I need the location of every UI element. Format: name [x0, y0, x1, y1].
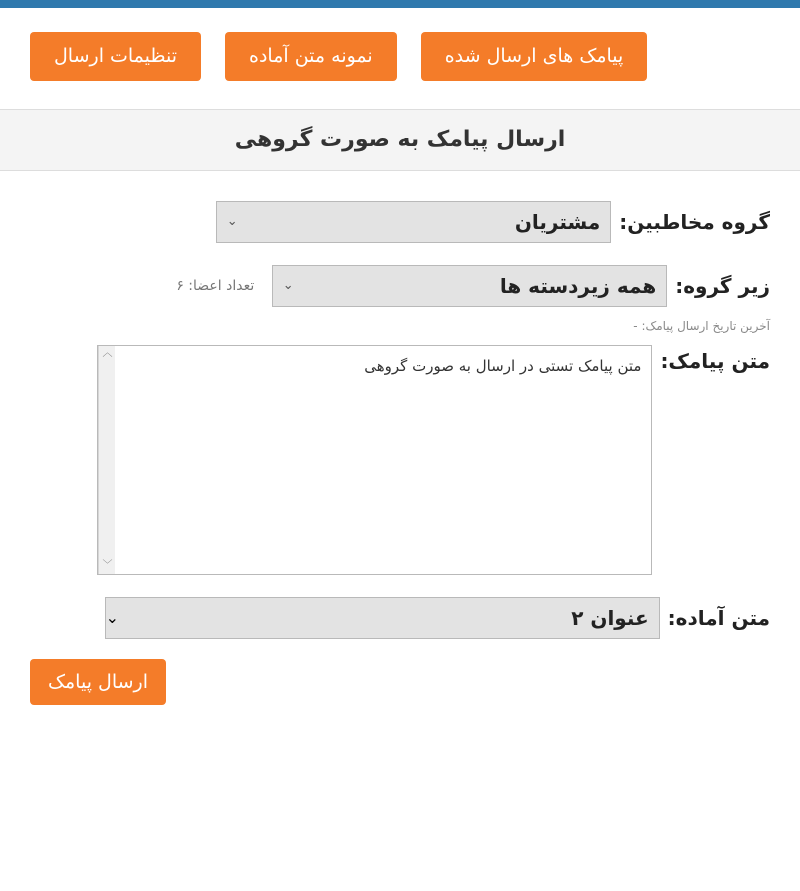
last-send-date: آخرین تاریخ ارسال پیامک: - [633, 318, 770, 333]
section-header [0, 109, 800, 171]
message-label: متن پیامک: [660, 348, 770, 373]
ready-text-value: عنوان ۲ [571, 605, 649, 630]
tab-bar [0, 8, 800, 81]
message-textarea[interactable] [98, 346, 651, 574]
submit-row [30, 659, 770, 705]
message-scrollbar[interactable] [98, 346, 115, 574]
ready-text-label: متن آماده: [667, 605, 770, 630]
tab-ready-text-samples[interactable]: نمونه متن آماده [225, 32, 397, 81]
tab-sent-messages[interactable]: پیامک های ارسال شده [421, 32, 648, 81]
top-accent-bar [0, 0, 800, 8]
chevron-down-icon: ⌄ [105, 608, 120, 628]
ready-text-row [30, 597, 770, 639]
chevron-down-icon: ⌄ [226, 214, 238, 230]
send-sms-button[interactable]: ارسال پیامک [30, 659, 166, 705]
sub-group-value: همه زیردسته ها [499, 273, 657, 298]
ready-text-select[interactable] [105, 597, 660, 639]
contact-group-row [30, 201, 770, 243]
member-count-text: تعداد اعضا: ۶ [176, 277, 255, 294]
sub-group-select[interactable] [272, 265, 667, 307]
scroll-up-icon[interactable]: ︿ [102, 347, 113, 359]
contact-group-select[interactable] [216, 201, 611, 243]
message-row [30, 345, 770, 575]
page-title: ارسال پیامک به صورت گروهی [234, 127, 566, 153]
message-textarea-wrap [97, 345, 652, 575]
tab-send-settings[interactable]: تنظیمات ارسال [30, 32, 201, 81]
contact-group-value: مشتریان [514, 209, 601, 234]
scroll-down-icon[interactable]: ﹀ [102, 559, 113, 571]
sub-group-label: زیر گروه: [675, 273, 770, 298]
chevron-down-icon: ⌄ [282, 278, 294, 294]
contact-group-label: گروه مخاطبین: [619, 209, 770, 234]
bulk-sms-form [0, 171, 800, 705]
sub-group-row [30, 265, 770, 307]
